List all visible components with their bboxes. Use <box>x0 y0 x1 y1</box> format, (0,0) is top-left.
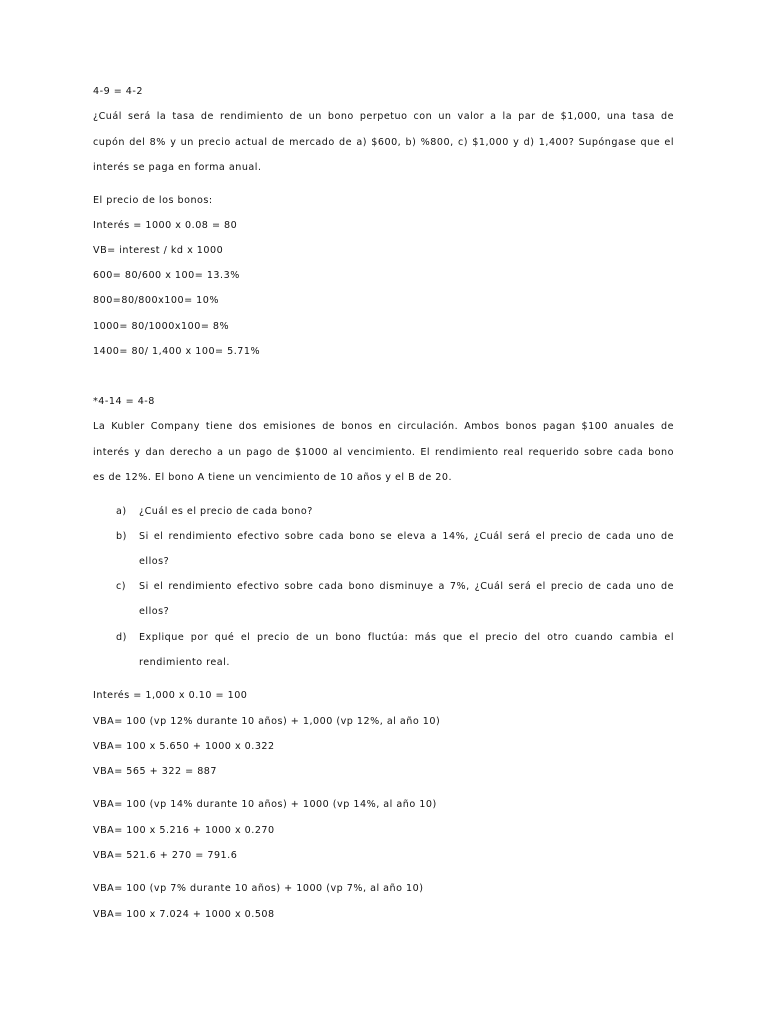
item-a-label: a) <box>116 506 127 517</box>
calc-line: VBA= 100 (vp 14% durante 10 años) + 1000 (vp 14%, al año 10) <box>93 799 437 810</box>
problem-2-line-3: es de 12%. El bono A tiene un vencimiento de 10 años y el B de 20. <box>93 472 453 483</box>
question-1-line-2: cupón del 8% y un precio actual de mercado de a) $600, b) %800, c) $1,000 y d) 1,400? Supóngase que el <box>93 137 674 148</box>
item-b-label: b) <box>116 531 127 542</box>
item-c-text: Si el rendimiento efectivo sobre cada bono disminuye a 7%, ¿Cuál será el precio de cada uno de <box>139 581 674 592</box>
item-b-text: Si el rendimiento efectivo sobre cada bono se eleva a 14%, ¿Cuál será el precio de cada uno de <box>139 531 674 542</box>
item-d-label: d) <box>116 632 127 643</box>
item-d-text-cont: rendimiento real. <box>139 657 230 668</box>
item-c-label: c) <box>116 581 127 592</box>
calc-line: Interés = 1,000 x 0.10 = 100 <box>93 690 248 701</box>
bond-price-heading: El precio de los bonos: <box>93 195 213 206</box>
problem-2-line-1: La Kubler Company tiene dos emisiones de bonos en circulación. Ambos bonos pagan $100 anuales de <box>93 421 674 432</box>
question-1-line-1: ¿Cuál será la tasa de rendimiento de un bono perpetuo con un valor a la par de $1,000, una tasa de <box>93 111 674 122</box>
calc-line: VBA= 565 + 322 = 887 <box>93 766 218 777</box>
calc-line: VBA= 100 x 7.024 + 1000 x 0.508 <box>93 909 275 920</box>
calc-line: VBA= 521.6 + 270 = 791.6 <box>93 850 238 861</box>
calc-line: VBA= 100 x 5.650 + 1000 x 0.322 <box>93 741 275 752</box>
item-d-text: Explique por qué el precio de un bono fluctúa: más que el precio del otro cuando cambia el <box>139 632 674 643</box>
calc-1000: 1000= 80/1000x100= 8% <box>93 321 230 332</box>
item-c-text-cont: ellos? <box>139 606 170 617</box>
calc-600: 600= 80/600 x 100= 13.3% <box>93 270 240 281</box>
item-a-text: ¿Cuál es el precio de cada bono? <box>139 506 313 517</box>
calc-line: VBA= 100 (vp 12% durante 10 años) + 1,000 (vp 12%, al año 10) <box>93 716 441 727</box>
calc-line: VBA= 100 x 5.216 + 1000 x 0.270 <box>93 825 275 836</box>
section-2-heading: *4-14 = 4-8 <box>93 396 155 407</box>
vb-formula: VB= interest / kd x 1000 <box>93 245 224 256</box>
calc-1400: 1400= 80/ 1,400 x 100= 5.71% <box>93 346 261 357</box>
section-1-heading: 4-9 = 4-2 <box>93 86 143 97</box>
item-b-text-cont: ellos? <box>139 556 170 567</box>
interest-calc: Interés = 1000 x 0.08 = 80 <box>93 220 238 231</box>
calc-line: VBA= 100 (vp 7% durante 10 años) + 1000 (vp 7%, al año 10) <box>93 883 424 894</box>
question-1-line-3: interés se paga en forma anual. <box>93 162 262 173</box>
calc-800: 800=80/800x100= 10% <box>93 295 220 306</box>
problem-2-line-2: interés y dan derecho a un pago de $1000 al vencimiento. El rendimiento real requerido sobre cada bono <box>93 447 674 458</box>
